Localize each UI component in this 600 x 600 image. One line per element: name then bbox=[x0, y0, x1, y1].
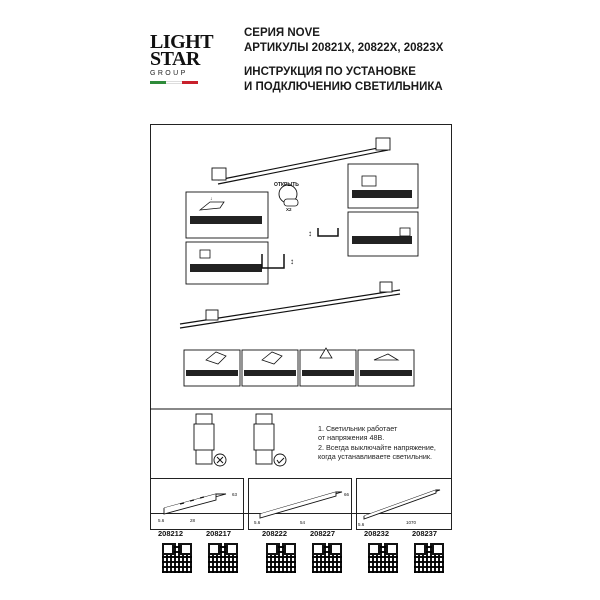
document-header bbox=[244, 26, 474, 95]
note-1-line-2: от напряжения 48В. bbox=[318, 433, 385, 443]
note-2-line-2: когда устанавливаете светильник. bbox=[318, 452, 433, 462]
step-panel-2 bbox=[242, 350, 298, 386]
qr-code-icon[interactable] bbox=[414, 543, 444, 573]
product-1-height: 63 bbox=[232, 492, 238, 497]
detail-right-2 bbox=[348, 212, 418, 256]
installation-diagram bbox=[150, 124, 452, 474]
rail-clip-left-icon bbox=[212, 168, 226, 180]
qr-code-icon[interactable] bbox=[368, 543, 398, 573]
brand-line-1: LIGHT bbox=[150, 31, 214, 53]
code-208212: 208212 bbox=[158, 529, 184, 538]
rail-clip-low-right-icon bbox=[380, 282, 392, 292]
product-2-depth: 5.6 bbox=[254, 520, 261, 525]
qr-code-icon[interactable] bbox=[208, 543, 238, 573]
instruction-title-line-1: ИНСТРУКЦИЯ ПО УСТАНОВКЕ bbox=[244, 66, 416, 78]
product-drawing-2 bbox=[254, 492, 350, 525]
product-drawings bbox=[150, 478, 452, 530]
note-1-line-1: 1. Светильник работает bbox=[318, 424, 398, 433]
svg-text:↓: ↓ bbox=[210, 196, 213, 202]
detail-left-1 bbox=[186, 192, 268, 238]
code-208237: 208237 bbox=[412, 529, 438, 538]
italian-flag-icon bbox=[150, 81, 198, 84]
product-codes-2 bbox=[262, 529, 358, 538]
qr-code-icon[interactable] bbox=[266, 543, 296, 573]
code-208222: 208222 bbox=[262, 529, 288, 538]
svg-text:↕: ↕ bbox=[290, 257, 294, 266]
product-codes-3 bbox=[364, 529, 460, 538]
brand-line-2: STAR bbox=[150, 48, 200, 70]
lower-rail bbox=[180, 282, 400, 328]
check-icon bbox=[274, 454, 286, 466]
product-3-depth: 5.6 bbox=[358, 522, 365, 527]
detail-left-2 bbox=[186, 242, 268, 284]
open-count: X2 bbox=[286, 207, 292, 212]
code-208232: 208232 bbox=[364, 529, 390, 538]
step-panel-3 bbox=[300, 348, 356, 386]
articles-line: АРТИКУЛЫ 20821X, 20822X, 20823X bbox=[244, 42, 444, 54]
step-panel-1 bbox=[184, 350, 240, 386]
series-title: СЕРИЯ NOVE bbox=[244, 27, 320, 39]
code-208227: 208227 bbox=[310, 529, 336, 538]
brand-line-3: GROUP bbox=[150, 70, 188, 77]
code-208217: 208217 bbox=[206, 529, 232, 538]
connector-right bbox=[254, 414, 286, 466]
product-codes-1 bbox=[158, 529, 254, 538]
detail-right-1 bbox=[348, 164, 418, 208]
instruction-title-line-2: И ПОДКЛЮЧЕНИЮ СВЕТИЛЬНИКА bbox=[244, 81, 443, 93]
rail-clip-low-left-icon bbox=[206, 310, 218, 320]
open-indicator bbox=[274, 182, 299, 212]
svg-text:↕: ↕ bbox=[308, 229, 312, 238]
qr-code-icon[interactable] bbox=[162, 543, 192, 573]
product-drawing-1 bbox=[158, 492, 238, 523]
notes-block bbox=[318, 424, 458, 462]
step-panel-4 bbox=[358, 350, 414, 386]
connector-wrong bbox=[194, 414, 226, 466]
note-2-line-1: 2. Всегда выключайте напряжение, bbox=[318, 442, 436, 452]
product-3-width: 1070 bbox=[406, 520, 417, 525]
brand-logo bbox=[150, 31, 214, 100]
product-1-depth: 5.6 bbox=[158, 518, 165, 523]
product-2-height: 66 bbox=[344, 492, 350, 497]
rail-clip-right-icon bbox=[376, 138, 390, 150]
product-drawing-3 bbox=[358, 490, 440, 527]
qr-code-icon[interactable] bbox=[312, 543, 342, 573]
product-1-width: 28 bbox=[190, 518, 196, 523]
clip-shape-right bbox=[308, 228, 338, 238]
product-2-width: 54 bbox=[300, 520, 306, 525]
open-label: ОТКРЫТЬ bbox=[274, 182, 299, 188]
